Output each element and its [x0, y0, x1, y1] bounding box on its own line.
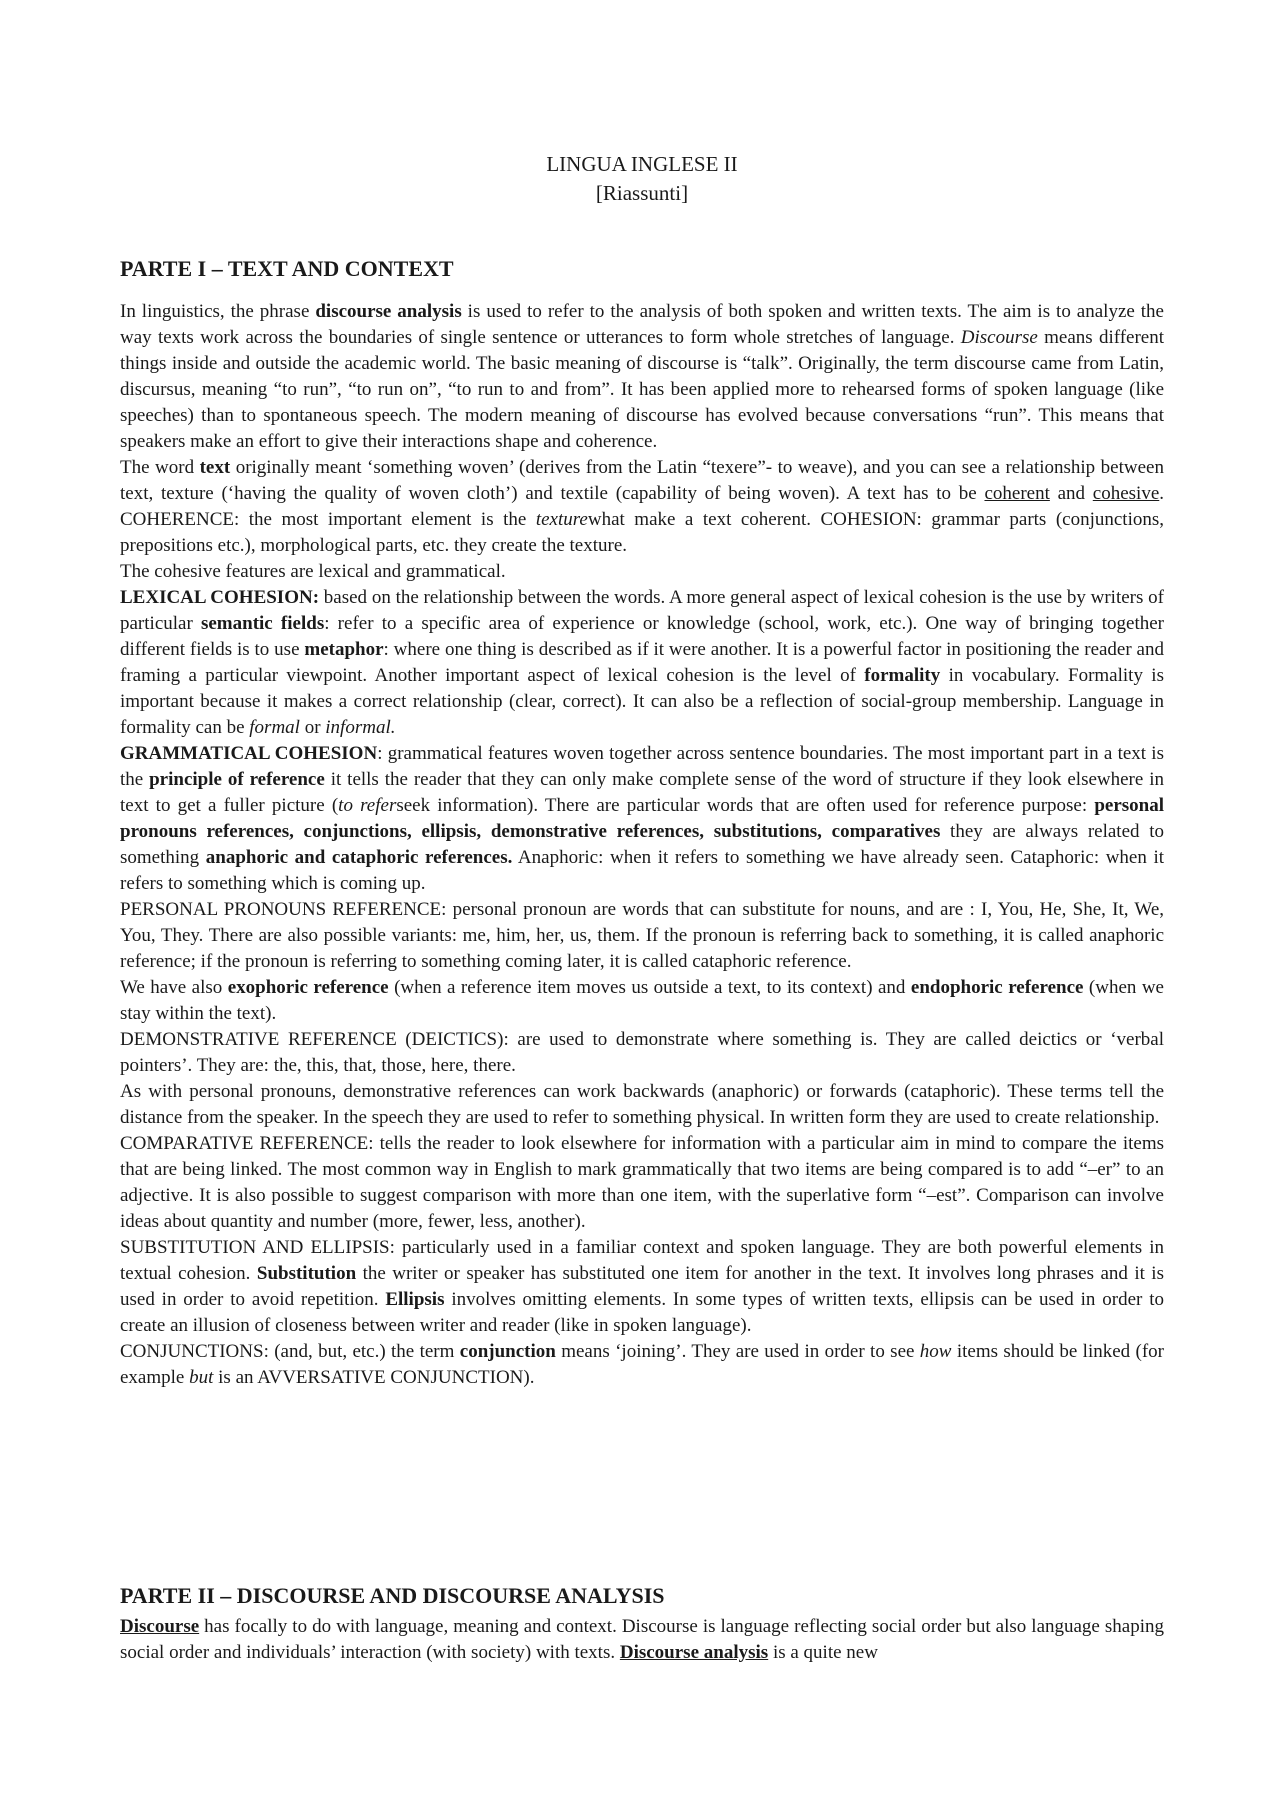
text-run: the writer or speaker has substituted one item for another in the text. It involves long phrases and it is used in order to avoid repetition. — [120, 1263, 1164, 1310]
italic-term: Discourse — [960, 327, 1038, 348]
text-run: is a quite new — [768, 1642, 878, 1663]
text-run: items should be linked (for example — [120, 1341, 1164, 1388]
bold-term: LEXICAL COHESION: — [120, 587, 320, 608]
bold-term: Substitution — [256, 1263, 357, 1284]
bold-term: Ellipsis — [385, 1289, 445, 1310]
bold-underlined-term: Discourse analysis — [619, 1642, 769, 1663]
text-run: involves omitting elements. In some types of written texts, ellipsis can be used in order to create an illusion of closeness between writer and reader (like in spoken language). — [120, 1289, 1164, 1336]
paragraph-personal-pronouns: PERSONAL PRONOUNS REFERENCE: personal pronoun are words that can substitute for nouns, and are : I, You, He, She, It, We, You, They. There are also possible variants: me, him, her, us, them. If the pronoun is referring back to something, it is called anaphoric reference; if the pronoun is referring to something coming later, it is called cataphoric reference. — [120, 899, 1164, 972]
section-part-2 — [120, 1582, 1164, 1666]
bold-term: formality — [864, 665, 941, 686]
bold-term: exophoric reference — [227, 977, 389, 998]
paragraph-lexical-cohesion — [120, 585, 1164, 741]
paragraph-exophoric-endophoric — [120, 975, 1164, 1027]
bold-term: endophoric reference — [910, 977, 1084, 998]
text-run: in vocabulary. Formality is important because it makes a correct relationship (clear, correct). It can also be a reflection of social-group membership. Language in formality can be — [120, 665, 1164, 738]
title-block — [120, 150, 1164, 208]
text-run: has focally to do with language, meaning and context. Discourse is language reflecting social order but also language shaping social order and individuals’ interaction (with society) with texts. — [120, 1616, 1164, 1663]
text-run: what make a text coherent. COHESION: grammar parts (conjunctions, prepositions etc.), morphological parts, etc. they create the texture. — [120, 509, 1164, 556]
bold-term: conjunction — [459, 1341, 556, 1362]
text-run: SUBSTITUTION AND ELLIPSIS: particularly used in a familiar context and spoken language. They are both powerful elements in textual cohesion. — [120, 1237, 1164, 1284]
text-run: is used to refer to the analysis of both spoken and written texts. The aim is to analyze the way texts work across the boundaries of single sentence or utterances to form whole stretches of language. — [120, 301, 1164, 348]
text-run: based on the relationship between the words. A more general aspect of lexical cohesion is the use by writers of particular — [120, 587, 1164, 634]
text-run: : where one thing is described as if it were another. It is a powerful factor in positioning the reader and framing a particular viewpoint. Another important aspect of lexical cohesion is the level of — [120, 639, 1164, 686]
italic-term: texture — [535, 509, 588, 530]
document-title: LINGUA INGLESE II — [546, 152, 738, 176]
text-run: . COHERENCE: the most important element is the — [120, 483, 1165, 530]
section-heading-part-2: PARTE II – DISCOURSE AND DISCOURSE ANALYSIS — [120, 1583, 665, 1608]
section-heading-part-1: PARTE I – TEXT AND CONTEXT — [120, 256, 454, 281]
italic-term: formal — [249, 717, 300, 738]
bold-underlined-term: Discourse — [120, 1616, 200, 1637]
text-run: : refer to a specific area of experience or knowledge (school, work, etc.). One way of bringing together different fields is to use — [120, 613, 1164, 660]
paragraph-conjunctions — [120, 1339, 1164, 1391]
bold-term: discourse analysis — [315, 301, 462, 322]
text-run: is an AVVERSATIVE CONJUNCTION). — [213, 1367, 535, 1388]
text-run: or — [299, 717, 326, 738]
text-run: it tells the reader that they can only make complete sense of the word of structure if they look elsewhere in text to get a fuller picture ( — [120, 769, 1164, 816]
paragraph-demonstrative-reference: DEMONSTRATIVE REFERENCE (DEICTICS): are used to demonstrate where something is. They are called deictics or ‘verbal pointers’. They are: the, this, that, those, here, there. — [120, 1029, 1164, 1076]
text-run: (when we stay within the text). — [120, 977, 1164, 1024]
underlined-term: coherent — [984, 483, 1050, 504]
underlined-term: cohesive — [1092, 483, 1160, 504]
text-run: means different things inside and outside the academic world. The basic meaning of discourse is “talk”. Originally, the term discourse came from Latin, discursus, meaning “to run”, “to run on”, “to run to and from”. It has been applied more to rehearsed forms of spoken language (like speeches) than to spontaneous speech. The modern meaning of discourse has evolved because conversations “run”. This means that speakers make an effort to give their interactions shape and coherence. — [120, 327, 1165, 452]
paragraph-comparative-reference: COMPARATIVE REFERENCE: tells the reader to look elsewhere for information with a particular aim in mind to compare the items that are being linked. The most common way in English to mark grammatically that two items are being compared is to add “–er” to an adjective. It is also possible to suggest comparison with more than one item, with the superlative form “–est”. Comparison can involve ideas about quantity and number (more, fewer, less, another). — [120, 1133, 1164, 1232]
bold-term: personal pronouns references, conjunctions, ellipsis, demonstrative references, substitutions, comparatives — [120, 795, 1164, 842]
text-run: means ‘joining’. They are used in order to see — [555, 1341, 920, 1362]
paragraph-grammatical-cohesion — [120, 741, 1164, 897]
paragraph-text-definition — [120, 455, 1164, 559]
bold-term: GRAMMATICAL COHESION — [120, 743, 378, 764]
paragraph-substitution-ellipsis — [120, 1235, 1164, 1339]
bold-term: anaphoric and cataphoric references. — [205, 847, 513, 868]
italic-term: how — [919, 1341, 952, 1362]
text-run: originally meant ‘something woven’ (derives from the Latin “texere”- to weave), and you can see a relationship between text, texture (‘having the quality of woven cloth’) and textile (capability of being woven). A text has to be — [120, 457, 1164, 504]
section-part-1 — [120, 255, 1164, 1391]
text-run: In linguistics, the phrase — [120, 301, 316, 322]
italic-term: to refer — [338, 795, 397, 816]
italic-term: informal. — [325, 717, 396, 738]
text-run: seek information). There are particular words that are often used for reference purpose: — [396, 795, 1095, 816]
bold-term: principle of reference — [149, 769, 325, 790]
text-run: : grammatical features woven together across sentence boundaries. The most important part in a text is the — [120, 743, 1164, 790]
text-run: The word — [120, 457, 200, 478]
text-run: Anaphoric: when it refers to something we have already seen. Cataphoric: when it refers to something which is coming up. — [120, 847, 1164, 894]
bold-term: text — [199, 457, 231, 478]
text-run: they are always related to something — [120, 821, 1164, 868]
paragraph-discourse-analysis — [120, 299, 1164, 455]
italic-term: but — [189, 1367, 214, 1388]
bold-term: metaphor — [304, 639, 384, 660]
text-run: and — [1049, 483, 1093, 504]
text-run: We have also — [120, 977, 228, 998]
document-subtitle: [Riassunti] — [595, 181, 689, 205]
text-run: (when a reference item moves us outside a text, to its context) and — [388, 977, 911, 998]
text-run: CONJUNCTIONS: (and, but, etc.) the term — [120, 1341, 460, 1362]
paragraph-discourse-intro — [120, 1614, 1164, 1666]
paragraph-demonstrative-usage: As with personal pronouns, demonstrative references can work backwards (anaphoric) or forwards (cataphoric). These terms tell the distance from the speaker. In the speech they are used to refer to something physical. In written form they are used to create relationship. — [120, 1081, 1164, 1128]
paragraph-cohesive-features: The cohesive features are lexical and grammatical. — [120, 561, 506, 582]
bold-term: semantic fields — [200, 613, 325, 634]
